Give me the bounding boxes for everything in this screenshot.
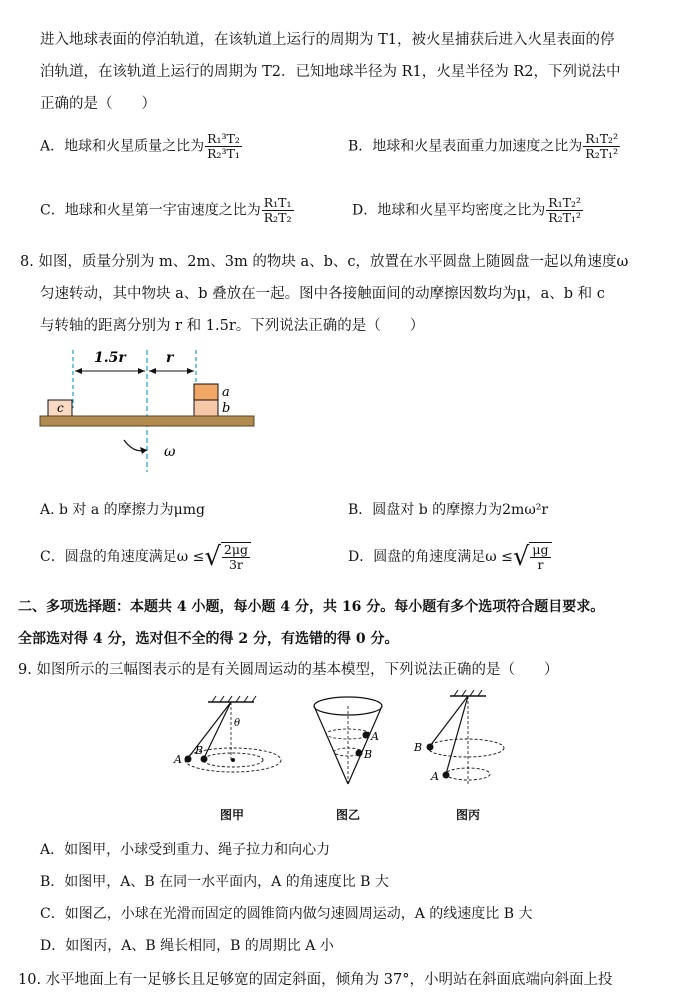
q9-bing-label-a: A [431,770,439,783]
q9-yi-label-b: B [364,748,373,761]
q9-caption-yi: 图乙 [336,808,361,822]
q9-stem: 9. 如图所示的三幅图表示的是有关圆周运动的基本模型，下列说法正确的是（ ） [18,662,559,678]
q8-block-b [194,400,218,416]
q7-stem-line-2: 泊轨道，在该轨道上运行的周期为 T2．已知地球半径为 R1，火星半径为 R2，下列说法中 [40,64,621,80]
q8-option-a: A. b 对 a 的摩擦力为μmg [40,502,206,518]
q9-diagrams [168,690,528,800]
q8-option-c-num: 2μg [223,542,248,557]
q8-label-a: a [222,385,230,400]
q8-option-d-sqrt: √ $\frac{\mu g}{r}$ [513,542,552,572]
q8-option-c-fraction [222,543,250,572]
q9-option-a: A．如图甲，小球受到重力、绳子拉力和向心力 [40,842,331,858]
q7-option-d [352,196,584,225]
q9-caption-bing: 图丙 [456,808,481,822]
section-2-heading-line-1: 二、多项选择题：本题共 4 小题，每小题 4 分，共 16 分。每小题有多个选项符合题目要求。 [18,599,605,615]
q7-stem-line-1: 进入地球表面的停泊轨道，在该轨道上运行的周期为 T1，被火星捕获后进入火星表面的停 [40,32,615,48]
q8-block-a [194,384,218,400]
q8-stem-line-2: 匀速转动，其中物块 a、b 叠放在一起。图中各接触面间的动摩擦因数均为μ，a、b 和 c [40,286,605,302]
q9-option-c: C．如图乙，小球在光滑而固定的圆锥筒内做匀速圆周运动，A 的线速度比 B 大 [40,906,533,922]
q8-option-d-text: D．圆盘的角速度满足ω ≤ [348,549,513,565]
q7-option-d-text: D．地球和火星平均密度之比为 [352,202,546,219]
q8-arrow-r-left [149,368,156,374]
q7-option-a-num: R₁³T₂ [207,131,240,146]
q9-fig-jia [173,696,281,772]
q7-option-b-fraction [583,132,620,161]
q7-option-b [348,132,621,161]
q7-option-c [40,196,295,225]
q8-label-c: c [57,401,64,415]
q8-arrow-15r-left [75,368,82,374]
q7-option-d-den: R₂T₁² [548,210,582,225]
q7-option-d-fraction [546,196,583,225]
q8-label-b: b [222,401,231,416]
q9-jia-theta: θ [234,718,241,729]
q7-stem-line-3: 正确的是（ ） [40,96,156,112]
q9-caption-jia: 图甲 [220,808,245,822]
q7-option-b-text: B．地球和火星表面重力加速度之比为 [348,138,583,155]
q9-jia-label-b: B [195,744,204,757]
q9-jia-label-a: A [174,753,182,766]
q7-option-c-num: R₁T₁ [263,195,292,210]
q8-disc-plate [40,416,254,426]
q8-option-b: B．圆盘对 b 的摩擦力为2mω²r [348,502,549,518]
q8-label-omega: ω [164,444,176,460]
q8-label-r: r [166,350,174,366]
q7-option-a-fraction [205,132,242,161]
q8-option-c [40,542,251,572]
q8-label-15r: 1.5r [94,350,126,366]
q9-option-b: B．如图甲，A、B 在同一水平面内，A 的角速度比 B 大 [40,874,389,890]
q7-option-d-num: R₁T₂² [548,195,582,210]
q8-stem-line-1: 8. 如图，质量分别为 m、2m、3m 的物块 a、b、c，放置在水平圆盘上随圆盘一起以角速度ω [20,254,629,270]
q7-option-b-num: R₁T₂² [585,131,619,146]
q7-option-c-fraction [262,196,294,225]
section-2-heading-line-2: 全部选对得 4 分，选对但不全的得 2 分，有选错的得 0 分。 [18,631,399,647]
q8-option-d [348,542,552,572]
q7-option-c-den: R₂T₂ [263,210,292,225]
q8-option-c-text: C．圆盘的角速度满足ω ≤ [40,549,205,565]
q8-option-c-den: 3r [228,557,243,572]
q7-option-a [40,132,243,161]
q9-fig-yi [314,697,382,784]
q7-option-c-text: C．地球和火星第一宇宙速度之比为 [40,202,261,219]
q7-option-b-den: R₂T₁² [585,146,619,161]
q8-stem-line-3: 与转轴的距离分别为 r 和 1.5r。下列说法正确的是（ ） [40,318,425,334]
q8-option-d-den: r [537,557,544,572]
q8-disc-diagram [36,344,256,474]
q8-option-d-num: μg [532,542,549,557]
q8-option-d-fraction [530,543,550,572]
q8-rotation-arrowhead [140,447,147,454]
q10-stem: 10. 水平地面上有一足够长且足够宽的固定斜面，倾角为 37°，小明站在斜面底端向斜面上投 [18,972,613,988]
q9-option-d: D．如图丙，A、B 绳长相同，B 的周期比 A 小 [40,938,334,954]
q8-arrow-r-right [187,368,194,374]
q9-fig-bing [413,690,504,786]
q7-option-a-text: A．地球和火星质量之比为 [40,138,205,155]
q9-bing-label-b: B [414,741,423,754]
q9-yi-label-a: A [371,730,379,743]
q8-arrow-15r-right [138,368,145,374]
q7-option-a-den: R₂³T₁ [207,146,240,161]
q8-option-c-sqrt: √ $\frac{2\mu g}{3r}$ [204,542,251,572]
